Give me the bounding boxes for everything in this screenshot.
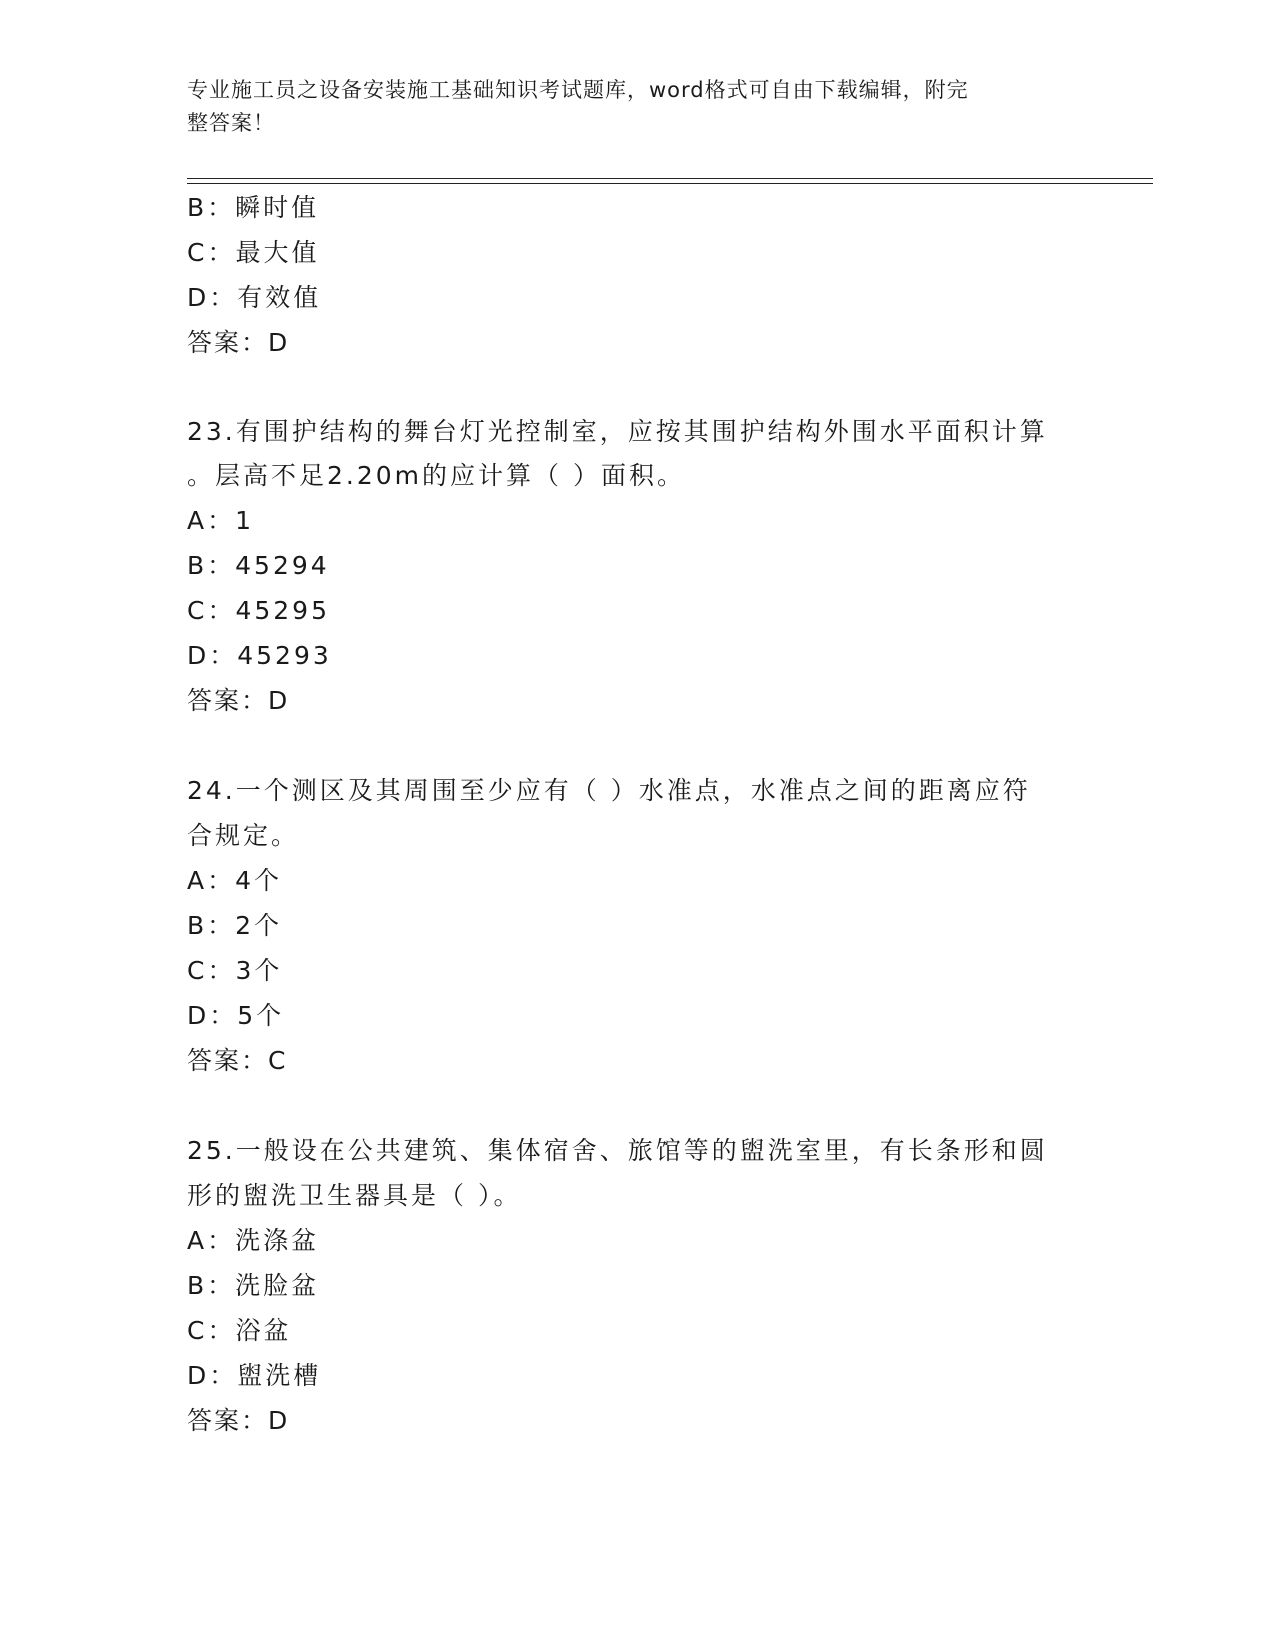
question-23-line-2: 。层高不足2.20m的应计算（ ）面积。 bbox=[187, 461, 685, 490]
header-line-1: 专业施工员之设备安装施工基础知识考试题库，word格式可自由下载编辑，附完 bbox=[187, 78, 969, 102]
answer: 答案：D bbox=[187, 328, 290, 357]
page-header bbox=[187, 74, 1067, 140]
question-23-line-1: 23.有围护结构的舞台灯光控制室，应按其围护结构外围水平面积计算 bbox=[187, 417, 1048, 446]
option-d: D：盥洗槽 bbox=[187, 1361, 322, 1390]
option-d: D：有效值 bbox=[187, 283, 322, 312]
option-b: B：2个 bbox=[187, 911, 283, 940]
option-c: C：浴盆 bbox=[187, 1316, 292, 1345]
question-24-line-1: 24.一个测区及其周围至少应有（ ）水准点，水准点之间的距离应符 bbox=[187, 776, 1031, 805]
header-line-2: 整答案！ bbox=[187, 111, 275, 135]
option-d: D：45293 bbox=[187, 641, 332, 670]
answer: 答案：D bbox=[187, 1406, 290, 1435]
option-a: A：1 bbox=[187, 506, 255, 535]
question-25-line-1: 25.一般设在公共建筑、集体宿舍、旅馆等的盥洗室里，有长条形和圆 bbox=[187, 1136, 1048, 1165]
option-a: A：洗涤盆 bbox=[187, 1226, 320, 1255]
answer: 答案：C bbox=[187, 1046, 288, 1075]
option-c: C：45295 bbox=[187, 596, 330, 625]
option-a: A：4个 bbox=[187, 866, 283, 895]
option-b: B：瞬时值 bbox=[187, 193, 320, 222]
header-divider-bottom bbox=[187, 183, 1153, 184]
question-25-line-2: 形的盥洗卫生器具是（ ）。 bbox=[187, 1181, 522, 1210]
option-b: B：45294 bbox=[187, 551, 330, 580]
option-d: D：5个 bbox=[187, 1001, 285, 1030]
option-c: C：最大值 bbox=[187, 238, 320, 267]
header-divider-top bbox=[187, 178, 1153, 179]
answer: 答案：D bbox=[187, 686, 290, 715]
option-b: B：洗脸盆 bbox=[187, 1271, 320, 1300]
option-c: C：3个 bbox=[187, 956, 283, 985]
question-24-line-2: 合规定。 bbox=[187, 821, 300, 850]
